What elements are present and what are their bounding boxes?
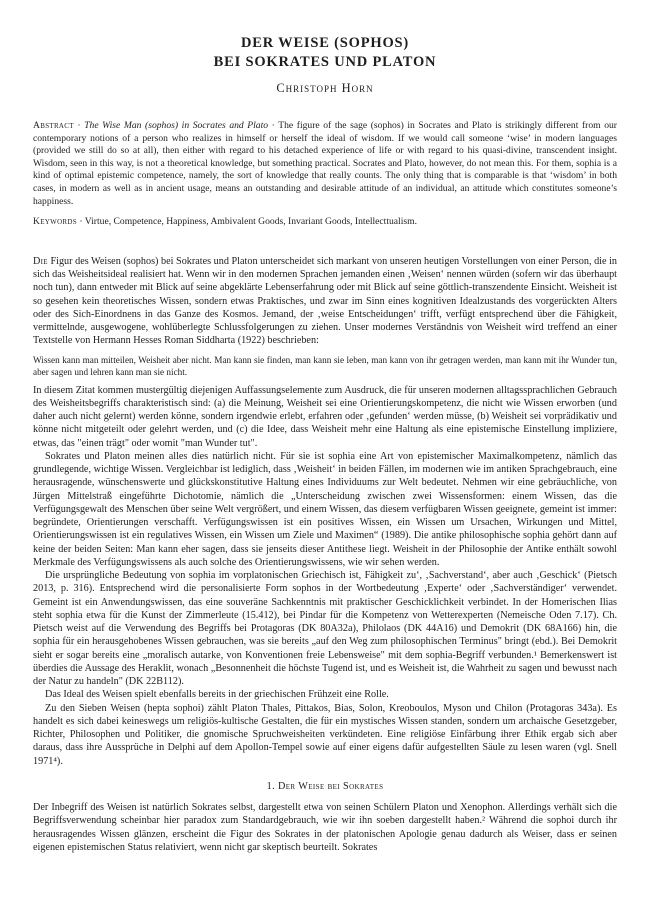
title-line-2: BEI SOKRATES UND PLATON xyxy=(213,54,437,70)
article-title xyxy=(33,34,617,72)
abstract-separator: · xyxy=(73,120,85,131)
abstract xyxy=(33,120,617,208)
paragraph-4: Die ursprüngliche Bedeutung von sophia im vorplatonischen Griechisch ist, Fähigkeit zu‘, ‚Sachverstand‘, aber auch ‚Geschick‘ (Pietsch 2013, p. 316). Entsprechend wird die personalisierte Form sophos in der Wortbedeutung ‚Experte‘ oder ‚Sachverständiger‘ verwendet. Gemeint ist ein Anwendungswissen, das eine souveräne Sachkenntnis mit praktischer Geschicklichkeit verbindet. In der Homerischen Ilias steht sophia etwa für die Kunst der Zimmerleute (15.412), bei Pindar für die Kompetenz von Wetterexperten (Nemeische Oden 7.17). Ch. Pietsch weist auf die Verwendung des Begriffs bei Protagoras (DK 80A32a), Philolaos (DK 44A16) und Demokrit (DK 68A166) hin, die sophia für ein herausgehobenes Wissen gebrauchen, was sie bereits „auf den Weg zum philosophischen Terminus" bringt (ebd.). Bei Demokrit sieht er sogar bereits eine „moralisch autarke, von Konventionen freie Lebensweise" mit dem sophia-Begriff verbunden.¹ Bemerkenswert ist überdies die Aussage des Heraklit, wonach „Besonnenheit die höchste Tugend ist, und es Weisheit ist, die Wahrheit zu sagen und bewusst nach der Natur zu handeln" (DK 22B112). xyxy=(33,570,617,687)
section-heading: 1. Der Weise bei Sokrates xyxy=(266,780,384,792)
title-line-1: DER WEISE (SOPHOS) xyxy=(240,35,410,51)
paragraph-7: Der Inbegriff des Weisen ist natürlich Sokrates selbst, dargestellt etwa von seinen Schülern Platon und Xenophon. Allerdings verhält sich die Begriffsverwendung scheinbar hier paradox zum Standardgebrauch, wie wir ihn soeben dargestellt haben.² Während die sophoi durch ihr herausragendes Wissen glänzen, erscheint die Figur des Sokrates in der platonischen Apologie genau dadurch als Weiser, dass er seinen eigenen epistemischen Status relativiert, wenn nicht gar skeptisch beurteilt. Sokrates xyxy=(33,802,617,853)
author-name: Christoph Horn xyxy=(276,81,374,95)
paragraph-5: Das Ideal des Weisen spielt ebenfalls bereits in der griechischen Frühzeit eine Rolle. xyxy=(45,689,389,701)
paragraph-6: Zu den Sieben Weisen (hepta sophoi) zählt Platon Thales, Pittakos, Bias, Solon, Kreoboulos, Myson und Chilon (Protagoras 343a). Es handelt es sich dabei keineswegs um religiös-kultische Gestalten, die für ein mystisches Wissen standen, sondern um archaische Gesetzgeber, Richter, Philosophen und Politiker, die gnomische Spruchweisheiten verkündeten. Eine religiöse Einfärbung ihrer Ethik ergab sich aber daraus, dass ihre Aussprüche in Delphi auf dem Apollon-Tempel sowie auf einer eigens dafür aufgestellten Säule zu lesen waren (vgl. Snell 1971⁴). xyxy=(33,702,617,767)
paragraph-1-text: Figur des Weisen (sophos) bei Sokrates und Platon unterscheidet sich markant von unseren heutigen Vorstellungen von einer Person, die in sich das Weisheitsideal realisiert hat. Wenn wir in den modernen Sprachen jemanden einen ‚Weisen‘ nennen würden (sofern wir das überhaupt noch tun), dann entweder mit Blick auf seine abgeklärte Lebenserfahrung oder mit Blick auf seine göttlich-transzendente Einsicht. Weisheit ist so gesehen kein theoretisches Wissen, sondern etwas Praktisches, und zwar im Sinn eines kognitiven Idealzustands des vorgerückten Alters oder des Sich-Einordnens in das Ganze des Kosmos. Jemand, der ‚weise Entscheidungen‘ trifft, verfügt entsprechend über die Fähigkeit, vermittelnde, ausgewogene, wohlüberlegte Schlussfolgerungen zu ziehen. Unser modernes Verständnis von Weisheit wird treffend an einer Textstelle von Hermann Hesses Roman Siddharta (1922) beschrieben: xyxy=(33,255,618,347)
abstract-text: The figure of the sage (sophos) in Socrates and Plato is strikingly different from our contemporary notions of a person who realizes in himself or herself the ideal of wisdom. If we would call someone ‘wise’ in modern languages (provided we still do so at all), then either with regard to his detached experience of life or with regard to his quasi-divine, transcendent insight. Wisdom, seen in this way, is not a theoretical knowledge, but something practical. Socrates and Plato, however, do not mean this. For them, sophia is a kind of optimal epistemic competence, namely, the sort of knowledge that really counts. The only thing that is comparable is that ‘wisdom’ in both cases, in modern as well as in ancient usage, means an outstanding and desirable attitude of an individual, an attitude which constitutes someone’s happiness. xyxy=(33,120,617,207)
paragraph-lead: Die xyxy=(33,255,48,267)
keywords xyxy=(33,216,617,229)
paragraph-2: In diesem Zitat kommen mustergültig diejenigen Auffassungselemente zum Ausdruck, die für unseren modernen alltagssprachlichen Gebrauch des Weisheitsbegriffs charakteristisch sind: (a) die Meinung, Weisheit sei eine Orientierungskompetenz, die nicht wie Wissen erworben (und daher auch nicht gelernt) werden könne, sondern irgendwie erlebt, erfahren oder ‚gefunden‘ werden müsse, (b) Weisheit sei vorprädikativ und könne nicht mitgeteilt oder gelehrt werden, und (c) die Idee, dass Weisheit mehr eine Haltung als eine epistemische Einstellung impliziere, etwas, das "einen trägt" oder womit "man Wunder tut". xyxy=(33,384,617,449)
keywords-label: Keywords xyxy=(33,216,77,228)
abstract-label: Abstract xyxy=(33,120,74,131)
paragraph-1 xyxy=(33,255,617,348)
keywords-text: Virtue, Competence, Happiness, Ambivalent Goods, Invariant Goods, Intellecttualism. xyxy=(84,216,417,228)
abstract-separator-2: · xyxy=(268,120,279,131)
abstract-title: The Wise Man (sophos) in Socrates and Plato xyxy=(84,120,269,131)
article-body xyxy=(33,255,617,854)
block-quote: Wissen kann man mitteilen, Weisheit aber nicht. Man kann sie finden, man kann sie leben, man kann von ihr getragen werden, man kann mit ihr Wunder tun, aber sagen und lehren kann man sie nicht. xyxy=(33,354,617,377)
keywords-separator: · xyxy=(76,216,85,228)
paragraph-3: Sokrates und Platon meinen alles dies natürlich nicht. Für sie ist sophia eine Art von epistemischer Maximalkompetenz, nämlich das grundlegende, wichtige Wissen. Vergleichbar ist lediglich, dass ‚Weisheit‘ in beiden Fällen, im modernen wie im antiken Sprachgebrauch, eine herausragende, wünschenswerte und glückskonstitutive Haltung eines Individuums zur Welt bedeutet. Nehmen wir eine gebräuchliche, von Jürgen Mittelstraß eingeführte Dichotomie, nämlich die „Unterscheidung zwischen zwei Wissensformen: einem Wissen, das die Verfügungsgewalt des Menschen über seine Welt vergrößert, und einem Wissen, das diesem verfügbaren Wissen geeignete, gemeint ist immer: begründete, Orientierungen verschafft. Verfügungswissen ist ein positives Wissen, ein Wissen um Ursachen, Wirkungen und Mittel, Orientierungswissen ist ein regulatives Wissen, ein Wissen um Ziele und Maximen“ (1989). Die antike philosophische sophia gehört dann auf keine der beiden Seiten: Man kann eher sagen, dass sie jenseits dieser Antithese liegt. Weisheit in der Philosophie der Antike enthält sowohl Merkmale des Verfügungswissens als auch solche des Orientierungswissens, wie wir sehen werden. xyxy=(33,450,617,568)
